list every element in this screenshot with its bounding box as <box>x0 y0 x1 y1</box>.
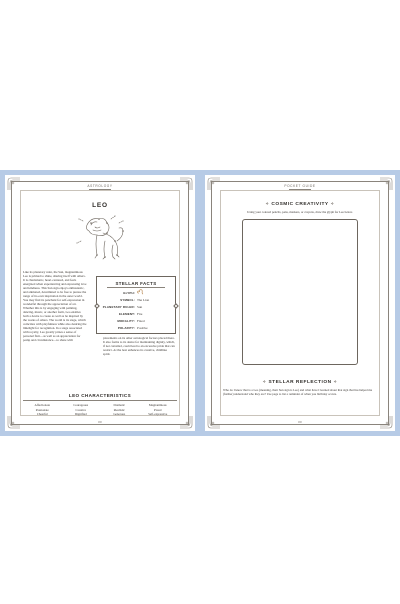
fact-value: Fire <box>137 311 143 316</box>
right-page <box>205 175 395 431</box>
fact-key: MODALITY: <box>117 318 135 323</box>
stellar-facts-title: STELLAR FACTS <box>115 281 157 286</box>
running-head: ASTROLOGY <box>87 184 113 188</box>
characteristic: Cheerful <box>36 412 48 417</box>
lion-constellation-icon <box>73 211 127 265</box>
page-number: 00 <box>298 420 302 424</box>
reflection-prompt: Who do I know that is a Leo (meaning, their Sun sign is Leo) and what have I learned about that sign that has helped me (further) understand who they are? Use page to list a reminder of when you birthday occurs. <box>223 388 373 396</box>
leo-description: Like its planetary ruler, the Sun, magnanimous Leo is primed to shine, sharing itself with others. It is charismatic, heart-centered, and feels energized when experiencing and expressing love and kindness. This Sun sign enjoys enthusiastic, and animated, determined to be free to pursue the range of its-own inspiration in the outer world. You may find its penchant for self-expression in wonderful through the appreciation of art. Whether this is by engaging with painting, dancing, music, or another form, Leo enables both a desire to create as well as be inspired by the works of others. The world is its stage, which coincides with playfulness while also desiring the limelight for recognition. In a stage associated with royalty, Leo greatly prizes a sense of personal flair—as well as an appreciation for pomp and circumstance—to share with <box>23 270 87 342</box>
characteristic: Magnanimous <box>148 403 167 407</box>
stellar-reflection-title: ✧ STELLAR REFLECTION ✧ <box>262 379 338 386</box>
characteristic: Affectionate <box>34 403 50 407</box>
fact-row <box>101 303 171 310</box>
drawing-area[interactable] <box>242 219 358 365</box>
cosmic-creativity-title: ✧ COSMIC CREATIVITY ✧ <box>265 201 335 208</box>
sparkle-icon: ✧ <box>265 201 270 206</box>
characteristic: Creative <box>75 407 86 412</box>
fact-key: GLYPH: <box>123 290 135 295</box>
characteristic: Courageous <box>73 403 89 407</box>
characteristic: Dramatic <box>113 403 125 407</box>
characteristic: Idealistic <box>113 407 125 412</box>
stellar-facts-box <box>96 276 176 334</box>
characteristic: Generous <box>113 412 126 417</box>
fact-row <box>101 310 171 317</box>
fact-key: POLARITY: <box>117 325 135 330</box>
fact-value: Positive <box>137 325 148 330</box>
left-page <box>5 175 195 431</box>
creativity-instruction: Using your colored pencils, pens, markers, or crayons, draw the glyph for Leo below. <box>247 210 353 214</box>
page-title: LEO <box>92 202 108 209</box>
characteristic: Proud <box>154 407 162 412</box>
sparkle-icon: ✧ <box>333 379 338 384</box>
fact-row <box>101 296 171 303</box>
fact-key: SYMBOL: <box>120 297 135 302</box>
sparkle-icon: ✧ <box>330 201 335 206</box>
characteristics-table <box>23 403 177 416</box>
fact-key: PLANETARY RULER: <box>102 304 135 309</box>
characteristic: Self-expressive <box>148 412 168 417</box>
page-number: 00 <box>98 420 102 424</box>
fact-value: The Lion <box>137 297 150 302</box>
fact-value: Fixed <box>137 318 145 323</box>
leo-glyph-icon <box>137 289 144 295</box>
characteristic: Dignified <box>74 412 87 417</box>
running-head: POCKET GUIDE <box>284 184 316 188</box>
fact-row <box>101 324 171 331</box>
fact-key: ELEMENT: <box>118 311 135 316</box>
fact-row <box>101 289 171 296</box>
sparkle-icon: ✧ <box>262 379 267 384</box>
book-spread <box>0 170 400 436</box>
fact-value: Sun <box>137 304 143 309</box>
fact-row <box>101 317 171 324</box>
characteristic: Passionate <box>35 407 49 412</box>
characteristics-title: LEO CHARACTERISTICS <box>68 393 132 398</box>
leo-description-continued: placements on its other astrological factors placed there. It also forms to its desire for maintaining dignity, which, if not curtailed, could lead to an excessive pride that can restrict. At the best enhances its creative, childlike spirit. <box>103 336 175 356</box>
